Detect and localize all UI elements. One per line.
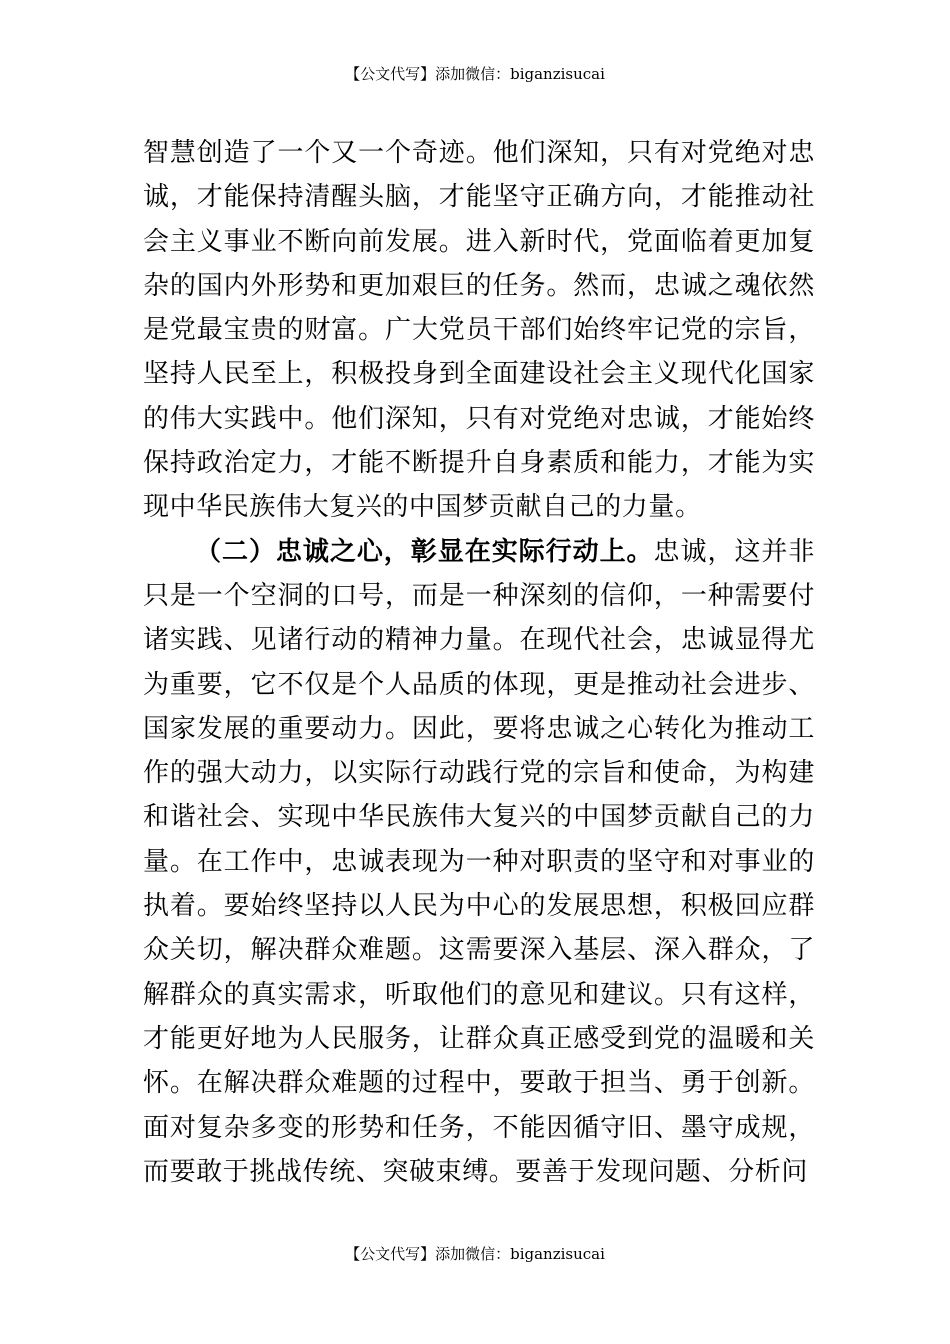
body-paragraph-section	[143, 530, 815, 1194]
page-footer: 【公文代写】添加微信：biganzisucai	[345, 1245, 605, 1263]
document-body	[143, 131, 815, 1194]
section-paragraph-text: 忠诚，这并非只是一个空洞的口号，而是一种深刻的信仰，一种需要付诸实践、见诸行动的精神力量。在现代社会，忠诚显得尤为重要，它不仅是个人品质的体现，更是推动社会进步、国家发展的重要动力。因此，要将忠诚之心转化为推动工作的强大动力，以实际行动践行党的宗旨和使命，为构建和谐社会、实现中华民族伟大复兴的中国梦贡献自己的力量。在工作中，忠诚表现为一种对职责的坚守和对事业的执着。要始终坚持以人民为中心的发展思想，积极回应群众关切，解决群众难题。这需要深入基层、深入群众，了解群众的真实需求，听取他们的意见和建议。只有这样，才能更好地为人民服务，让群众真正感受到党的温暖和关怀。在解决群众难题的过程中，要敢于担当、勇于创新。面对复杂多变的形势和任务，不能因循守旧、墨守成规，而要敢于挑战传统、突破束缚。要善于发现问题、分析问	[143, 536, 815, 1187]
body-paragraph: 智慧创造了一个又一个奇迹。他们深知，只有对党绝对忠诚，才能保持清醒头脑，才能坚守正确方向，才能推动社会主义事业不断向前发展。进入新时代，党面临着更加复杂的国内外形势和更加艰巨的任务。然而，忠诚之魂依然是党最宝贵的财富。广大党员干部们始终牢记党的宗旨，坚持人民至上，积极投身到全面建设社会主义现代化国家的伟大实践中。他们深知，只有对党绝对忠诚，才能始终保持政治定力，才能不断提升自身素质和能力，才能为实现中华民族伟大复兴的中国梦贡献自己的力量。	[143, 138, 815, 523]
section-heading: （二）忠诚之心，彰显在实际行动上。	[195, 536, 654, 567]
page-header: 【公文代写】添加微信：biganzisucai	[345, 65, 605, 83]
